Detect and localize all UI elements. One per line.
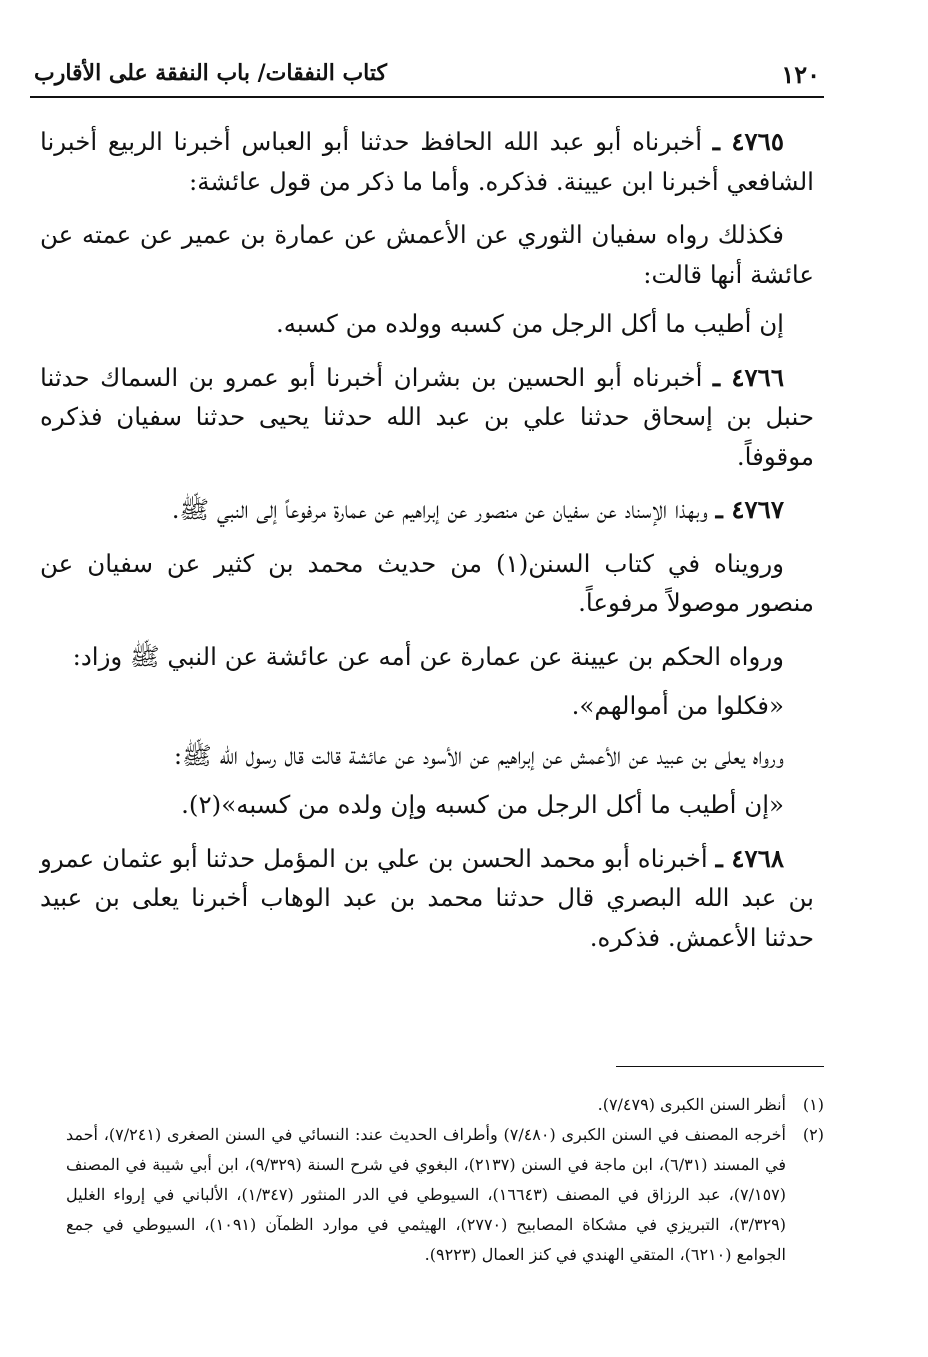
- hadith-number: ٤٧٦٨ ـ: [715, 843, 785, 873]
- narration-paragraph: [40, 736, 814, 776]
- narration-paragraph: [40, 544, 814, 623]
- quoted-saying: [40, 304, 814, 344]
- paragraph-text: ورويناه في كتاب السنن(١) من حديث محمد بن كثير عن سفيان عن منصور موصولاً مرفوعاً.: [40, 548, 814, 617]
- footnote-text: أنظر السنن الكبرى (٧/٤٧٩).: [597, 1095, 786, 1114]
- paragraph-text: ورواه يعلى بن عبيد عن الأعمش عن إبراهيم عن الأسود عن عائشة قالت قال رسول الله ﷺ:: [173, 740, 784, 770]
- paragraph-text: أخبرناه أبو عبد الله الحافظ حدثنا أبو العباس أخبرنا الربيع أخبرنا الشافعي أخبرنا ابن عيينة. فذكره. وأما ما ذكر من قول عائشة:: [40, 127, 814, 196]
- narration-paragraph: [40, 637, 814, 677]
- paragraph-text: إن أطيب ما أكل الرجل من كسبه وولده من كسبه.: [275, 309, 784, 338]
- footnotes: [66, 1090, 824, 1270]
- hadith-4765: [40, 122, 814, 201]
- footnote-separator: [616, 1066, 824, 1067]
- paragraph-text: «فكلوا من أموالهم».: [571, 691, 784, 720]
- hadith-4766: [40, 358, 814, 477]
- footnote: [66, 1090, 824, 1120]
- paragraph-text: فكذلك رواه سفيان الثوري عن الأعمش عن عمارة بن عمير عن عمته عن عائشة أنها قالت:: [40, 220, 814, 289]
- narration-paragraph: [40, 215, 814, 294]
- quoted-saying: [40, 785, 814, 825]
- hadith-number: ٤٧٦٥ ـ: [712, 127, 784, 156]
- paragraph-text: ورواه الحكم بن عيينة عن عمارة عن أمه عن عائشة عن النبي ﷺ وزاد:: [72, 641, 784, 671]
- quoted-saying: [40, 686, 814, 726]
- paragraph-text: أخبرناه أبو الحسين بن بشران أخبرنا أبو عمرو بن السماك حدثنا حنبل بن إسحاق حدثنا علي بن عبد الله حدثنا يحيى حدثنا سفيان فذكره موقوفاً.: [40, 362, 814, 471]
- hadith-number: ٤٧٦٦ ـ: [712, 362, 784, 392]
- paragraph-text: وبهذا الإسناد عن سفيان عن منصور عن إبراهيم عن عمارة مرفوعاً إلى النبي ﷺ.: [171, 495, 708, 524]
- footnote-text: أخرجه المصنف في السنن الكبرى (٧/٤٨٠) وأطراف الحديث عند: النسائي في السنن الصغرى (٧/٢٤١)، أحمد في المسند (٦/٣١)، ابن ماجة في السنن (٢١٣٧)، البغوي في شرح السنة (٩/٣٢٩)، ابن أبي شيبة في المصنف (٧/١٥٧)، عبد الرزاق في المصنف (١٦٦٤٣)، السيوطي في الدر المنثور (١/٣٤٧)، الألباني في إرواء الغليل (٣/٣٢٩)، التبريزي في مشكاة المصابيح (٢٧٧٠)، الهيثمي في موارد الظمآن (١٠٩١)، السيوطي في جمع الجوامع (٦٢١٠)، المتقي الهندي في كنز العمال (٩٢٢٣).: [66, 1125, 787, 1264]
- footnote-mark: (٢): [802, 1125, 824, 1144]
- footnote: [66, 1120, 824, 1270]
- page-header: [30, 52, 824, 98]
- paragraph-text: «إن أطيب ما أكل الرجل من كسبه وإن ولده من كسبه»(٢).: [181, 790, 784, 819]
- paragraph-text: أخبرناه أبو محمد الحسن بن علي بن المؤمل حدثنا أبو عثمان عمرو بن عبد الله البصري قال حدثنا محمد بن عبد الوهاب أخبرنا يعلى بن عبيد حدثنا الأعمش. فذكره.: [40, 843, 814, 952]
- page-number: ١٢٠: [781, 60, 820, 89]
- main-text: [40, 122, 814, 967]
- footnote-mark: (١): [802, 1095, 824, 1114]
- running-title: كتاب النفقات/ باب النفقة على الأقارب: [34, 60, 387, 86]
- hadith-4767: [40, 490, 814, 530]
- hadith-number: ٤٧٦٧ ـ: [715, 495, 784, 524]
- hadith-4768: [40, 839, 814, 958]
